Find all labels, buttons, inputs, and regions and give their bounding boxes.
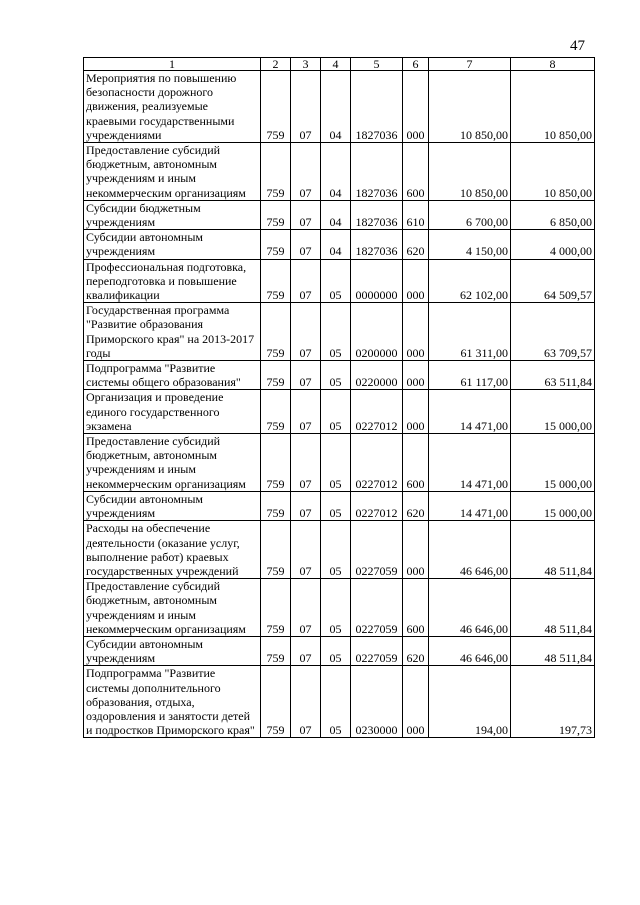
cell-code-6: 000	[403, 390, 429, 434]
cell-code-5: 0227012	[351, 434, 403, 492]
cell-code-5: 0227012	[351, 390, 403, 434]
cell-code-6: 620	[403, 491, 429, 520]
page-number: 47	[570, 38, 585, 54]
cell-code-5: 1827036	[351, 200, 403, 229]
cell-code-4: 05	[321, 390, 351, 434]
cell-code-3: 07	[291, 434, 321, 492]
cell-code-4: 05	[321, 491, 351, 520]
cell-code-3: 07	[291, 71, 321, 143]
cell-code-3: 07	[291, 636, 321, 665]
cell-code-6: 600	[403, 434, 429, 492]
row-name: Организация и проведение единого государственного экзамена	[84, 390, 261, 434]
cell-code-5: 0200000	[351, 303, 403, 361]
cell-code-3: 07	[291, 521, 321, 579]
cell-amount-7: 194,00	[429, 666, 511, 738]
row-name: Субсидии автономным учреждениям	[84, 230, 261, 259]
cell-amount-8: 197,73	[511, 666, 595, 738]
cell-code-5: 0220000	[351, 361, 403, 390]
budget-table	[83, 57, 595, 738]
cell-code-2: 759	[261, 143, 291, 201]
cell-code-2: 759	[261, 434, 291, 492]
column-header: 3	[291, 58, 321, 71]
cell-code-4: 05	[321, 434, 351, 492]
cell-code-6: 000	[403, 303, 429, 361]
cell-amount-8: 48 511,84	[511, 521, 595, 579]
cell-amount-7: 14 471,00	[429, 434, 511, 492]
cell-code-6: 600	[403, 579, 429, 637]
column-header: 1	[84, 58, 261, 71]
cell-code-6: 600	[403, 143, 429, 201]
cell-code-6: 620	[403, 230, 429, 259]
row-name: Государственная программа "Развитие образования Приморского края" на 2013-2017 годы	[84, 303, 261, 361]
cell-code-6: 000	[403, 259, 429, 303]
table-row	[84, 361, 595, 390]
column-header: 6	[403, 58, 429, 71]
table-row	[84, 434, 595, 492]
cell-amount-7: 46 646,00	[429, 579, 511, 637]
cell-amount-8: 63 511,84	[511, 361, 595, 390]
row-name: Профессиональная подготовка, переподготовка и повышение квалификации	[84, 259, 261, 303]
cell-amount-7: 10 850,00	[429, 71, 511, 143]
cell-code-4: 05	[321, 361, 351, 390]
column-header: 7	[429, 58, 511, 71]
cell-code-4: 05	[321, 303, 351, 361]
cell-code-6: 610	[403, 200, 429, 229]
row-name: Подпрограмма "Развитие системы дополнительного образования, отдыха, оздоровления и занятости детей и подростков Приморского края"	[84, 666, 261, 738]
row-name: Предоставление субсидий бюджетным, автономным учреждениям и иным некоммерческим организациям	[84, 579, 261, 637]
cell-amount-7: 62 102,00	[429, 259, 511, 303]
row-name: Расходы на обеспечение деятельности (оказание услуг, выполнение работ) краевых государственных учреждений	[84, 521, 261, 579]
cell-code-2: 759	[261, 636, 291, 665]
cell-amount-7: 14 471,00	[429, 390, 511, 434]
cell-code-5: 0000000	[351, 259, 403, 303]
cell-amount-8: 63 709,57	[511, 303, 595, 361]
cell-amount-7: 61 311,00	[429, 303, 511, 361]
cell-amount-7: 4 150,00	[429, 230, 511, 259]
cell-code-2: 759	[261, 230, 291, 259]
cell-code-2: 759	[261, 361, 291, 390]
row-name: Мероприятия по повышению безопасности дорожного движения, реализуемые краевыми государственными учреждениями	[84, 71, 261, 143]
table-row	[84, 200, 595, 229]
cell-code-6: 000	[403, 521, 429, 579]
cell-code-5: 0227012	[351, 491, 403, 520]
cell-amount-7: 6 700,00	[429, 200, 511, 229]
cell-code-2: 759	[261, 71, 291, 143]
cell-code-2: 759	[261, 579, 291, 637]
table-row	[84, 636, 595, 665]
cell-code-2: 759	[261, 491, 291, 520]
cell-code-5: 0227059	[351, 521, 403, 579]
cell-code-3: 07	[291, 259, 321, 303]
cell-code-3: 07	[291, 143, 321, 201]
column-header: 8	[511, 58, 595, 71]
cell-code-3: 07	[291, 200, 321, 229]
cell-code-3: 07	[291, 230, 321, 259]
cell-code-2: 759	[261, 521, 291, 579]
row-name: Субсидии автономным учреждениям	[84, 491, 261, 520]
cell-code-2: 759	[261, 666, 291, 738]
cell-amount-7: 46 646,00	[429, 636, 511, 665]
table-row	[84, 521, 595, 579]
cell-amount-8: 15 000,00	[511, 390, 595, 434]
cell-code-4: 05	[321, 579, 351, 637]
cell-amount-7: 14 471,00	[429, 491, 511, 520]
cell-code-4: 05	[321, 259, 351, 303]
cell-amount-8: 15 000,00	[511, 434, 595, 492]
cell-code-6: 620	[403, 636, 429, 665]
cell-code-4: 05	[321, 666, 351, 738]
cell-amount-7: 10 850,00	[429, 143, 511, 201]
cell-amount-8: 64 509,57	[511, 259, 595, 303]
cell-code-6: 000	[403, 666, 429, 738]
column-header: 5	[351, 58, 403, 71]
cell-code-4: 04	[321, 143, 351, 201]
table-row	[84, 143, 595, 201]
cell-code-6: 000	[403, 361, 429, 390]
cell-code-5: 0227059	[351, 636, 403, 665]
row-name: Субсидии автономным учреждениям	[84, 636, 261, 665]
cell-amount-8: 48 511,84	[511, 636, 595, 665]
cell-code-4: 04	[321, 71, 351, 143]
cell-amount-8: 6 850,00	[511, 200, 595, 229]
cell-amount-8: 10 850,00	[511, 143, 595, 201]
cell-amount-8: 48 511,84	[511, 579, 595, 637]
row-name: Предоставление субсидий бюджетным, автономным учреждениям и иным некоммерческим организациям	[84, 434, 261, 492]
cell-code-3: 07	[291, 666, 321, 738]
cell-code-4: 05	[321, 521, 351, 579]
cell-code-3: 07	[291, 390, 321, 434]
cell-code-5: 1827036	[351, 230, 403, 259]
cell-amount-8: 10 850,00	[511, 71, 595, 143]
cell-amount-8: 4 000,00	[511, 230, 595, 259]
cell-code-2: 759	[261, 200, 291, 229]
table-row	[84, 579, 595, 637]
cell-amount-7: 46 646,00	[429, 521, 511, 579]
cell-code-5: 0227059	[351, 579, 403, 637]
table-header-row	[84, 58, 595, 71]
cell-amount-8: 15 000,00	[511, 491, 595, 520]
table-row	[84, 491, 595, 520]
cell-amount-7: 61 117,00	[429, 361, 511, 390]
cell-code-5: 1827036	[351, 143, 403, 201]
cell-code-4: 04	[321, 230, 351, 259]
row-name: Подпрограмма "Развитие системы общего образования"	[84, 361, 261, 390]
cell-code-2: 759	[261, 303, 291, 361]
cell-code-4: 04	[321, 200, 351, 229]
cell-code-2: 759	[261, 259, 291, 303]
table-row	[84, 666, 595, 738]
cell-code-5: 1827036	[351, 71, 403, 143]
table-row	[84, 259, 595, 303]
cell-code-3: 07	[291, 361, 321, 390]
row-name: Предоставление субсидий бюджетным, автономным учреждениям и иным некоммерческим организациям	[84, 143, 261, 201]
cell-code-3: 07	[291, 303, 321, 361]
cell-code-4: 05	[321, 636, 351, 665]
cell-code-5: 0230000	[351, 666, 403, 738]
row-name: Субсидии бюджетным учреждениям	[84, 200, 261, 229]
table-row	[84, 71, 595, 143]
cell-code-6: 000	[403, 71, 429, 143]
table-row	[84, 230, 595, 259]
cell-code-2: 759	[261, 390, 291, 434]
cell-code-3: 07	[291, 579, 321, 637]
column-header: 4	[321, 58, 351, 71]
table-row	[84, 303, 595, 361]
column-header: 2	[261, 58, 291, 71]
cell-code-3: 07	[291, 491, 321, 520]
table-row	[84, 390, 595, 434]
